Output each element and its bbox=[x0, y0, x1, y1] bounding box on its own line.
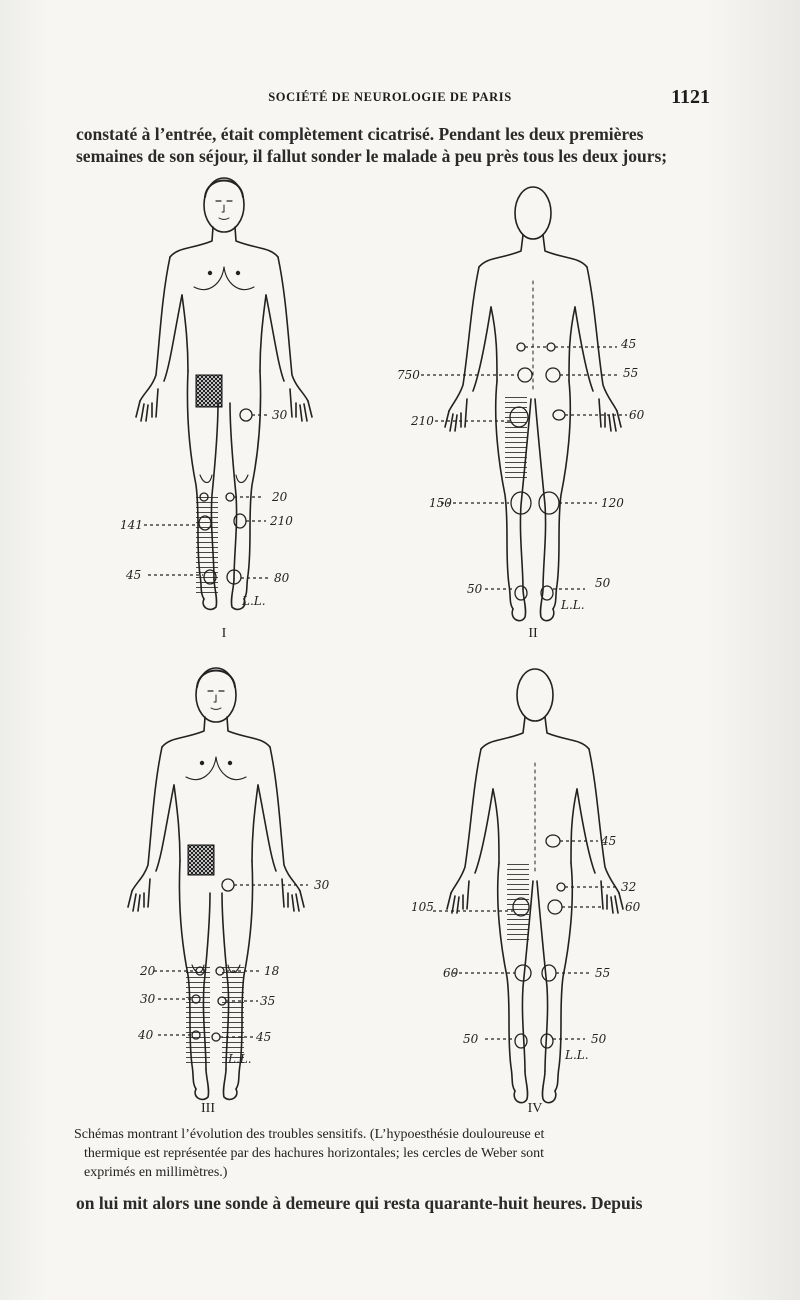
hypoesthesia-hatch-left bbox=[507, 863, 529, 943]
pubic-area-mark bbox=[196, 375, 222, 407]
measurement-label: 50 bbox=[591, 1032, 607, 1046]
weber-circle bbox=[517, 343, 525, 351]
measurement-label: 30 bbox=[314, 878, 330, 892]
weber-circle bbox=[515, 965, 531, 981]
initials-mark: L.L. bbox=[242, 594, 266, 608]
running-title: SOCIÉTÉ DE NEUROLOGIE DE PARIS bbox=[268, 90, 512, 104]
weber-circle bbox=[546, 368, 560, 382]
initials-mark: L.L. bbox=[561, 598, 585, 612]
weber-circle bbox=[240, 409, 252, 421]
panel-label: I bbox=[221, 626, 227, 641]
measurement-label: 20 bbox=[272, 490, 288, 504]
measurement-label: 55 bbox=[623, 366, 639, 380]
measurement-label: 60 bbox=[629, 408, 645, 422]
weber-circle bbox=[553, 410, 565, 420]
paragraph-top bbox=[76, 123, 700, 167]
measurement-label: 18 bbox=[264, 964, 280, 978]
measurement-label: 20 bbox=[140, 964, 156, 978]
weber-circle bbox=[557, 883, 565, 891]
measurement-label: 32 bbox=[621, 880, 637, 894]
measurement-label: 210 bbox=[270, 514, 293, 528]
measurement-label: 30 bbox=[140, 992, 156, 1006]
paragraph-bottom-line: on lui mit alors une sonde à demeure qui resta quarante-huit heures. Depuis bbox=[76, 1193, 643, 1213]
page-number: 1121 bbox=[671, 86, 710, 108]
measurement-label: 40 bbox=[138, 1028, 154, 1042]
measurement-label: 150 bbox=[429, 496, 452, 510]
caption-line: thermique est représentée par des hachures horizontales; les cercles de Weber sont bbox=[84, 1146, 545, 1161]
figure-panel-II bbox=[397, 187, 645, 641]
measurement-label: 50 bbox=[463, 1032, 479, 1046]
paragraph-bottom bbox=[76, 1192, 700, 1214]
measurement-label: 105 bbox=[411, 900, 434, 914]
weber-circle bbox=[515, 586, 527, 600]
measurement-label: 45 bbox=[126, 568, 142, 582]
measurement-label: 50 bbox=[595, 576, 611, 590]
figure-body-schemas bbox=[0, 170, 800, 1120]
weber-circle bbox=[539, 492, 559, 514]
measurement-label: 60 bbox=[625, 900, 641, 914]
measurement-label: 45 bbox=[256, 1030, 272, 1044]
measurement-label: 120 bbox=[601, 496, 624, 510]
measurement-label: 35 bbox=[260, 994, 276, 1008]
figure-caption bbox=[74, 1125, 700, 1182]
figure-panel-I bbox=[120, 178, 312, 641]
measurement-label: 45 bbox=[601, 834, 617, 848]
weber-circle bbox=[548, 900, 562, 914]
panel-label: IV bbox=[527, 1101, 543, 1116]
weber-circle bbox=[542, 965, 556, 981]
weber-circle bbox=[212, 1033, 220, 1041]
panel-label: II bbox=[528, 626, 538, 641]
pubic-area-mark bbox=[188, 845, 214, 875]
weber-circle bbox=[222, 879, 234, 891]
measurement-label: 750 bbox=[397, 368, 420, 382]
weber-circle bbox=[546, 835, 560, 847]
caption-line: Schémas montrant l’évolution des troubles sensitifs. (L’hypoesthésie douloureuse et bbox=[74, 1127, 545, 1142]
panel-label: III bbox=[201, 1101, 215, 1116]
measurement-label: 80 bbox=[274, 571, 290, 585]
figure-panel-IV bbox=[411, 669, 641, 1116]
measurement-label: 50 bbox=[467, 582, 483, 596]
initials-mark: L.L. bbox=[565, 1048, 589, 1062]
figure-panel-III bbox=[128, 668, 330, 1116]
measurement-label: 210 bbox=[411, 414, 434, 428]
initials-mark: L.L. bbox=[228, 1052, 252, 1066]
measurement-label: 30 bbox=[272, 408, 288, 422]
weber-circle bbox=[547, 343, 555, 351]
weber-circle bbox=[515, 1034, 527, 1048]
measurement-label: 141 bbox=[120, 518, 143, 532]
paragraph-top-line: constaté à l’entrée, était complètement cicatrisé. Pendant les deux premières bbox=[76, 124, 644, 144]
caption-line: exprimés en millimètres.) bbox=[84, 1165, 228, 1180]
running-head bbox=[70, 88, 710, 112]
weber-circle bbox=[518, 368, 532, 382]
measurement-label: 60 bbox=[443, 966, 459, 980]
paragraph-top-line: semaines de son séjour, il fallut sonder le malade à peu près tous les deux jours; bbox=[76, 146, 668, 166]
measurement-label: 55 bbox=[595, 966, 611, 980]
weber-circle bbox=[226, 493, 234, 501]
measurement-label: 45 bbox=[621, 337, 637, 351]
figure-svg bbox=[0, 170, 800, 1120]
